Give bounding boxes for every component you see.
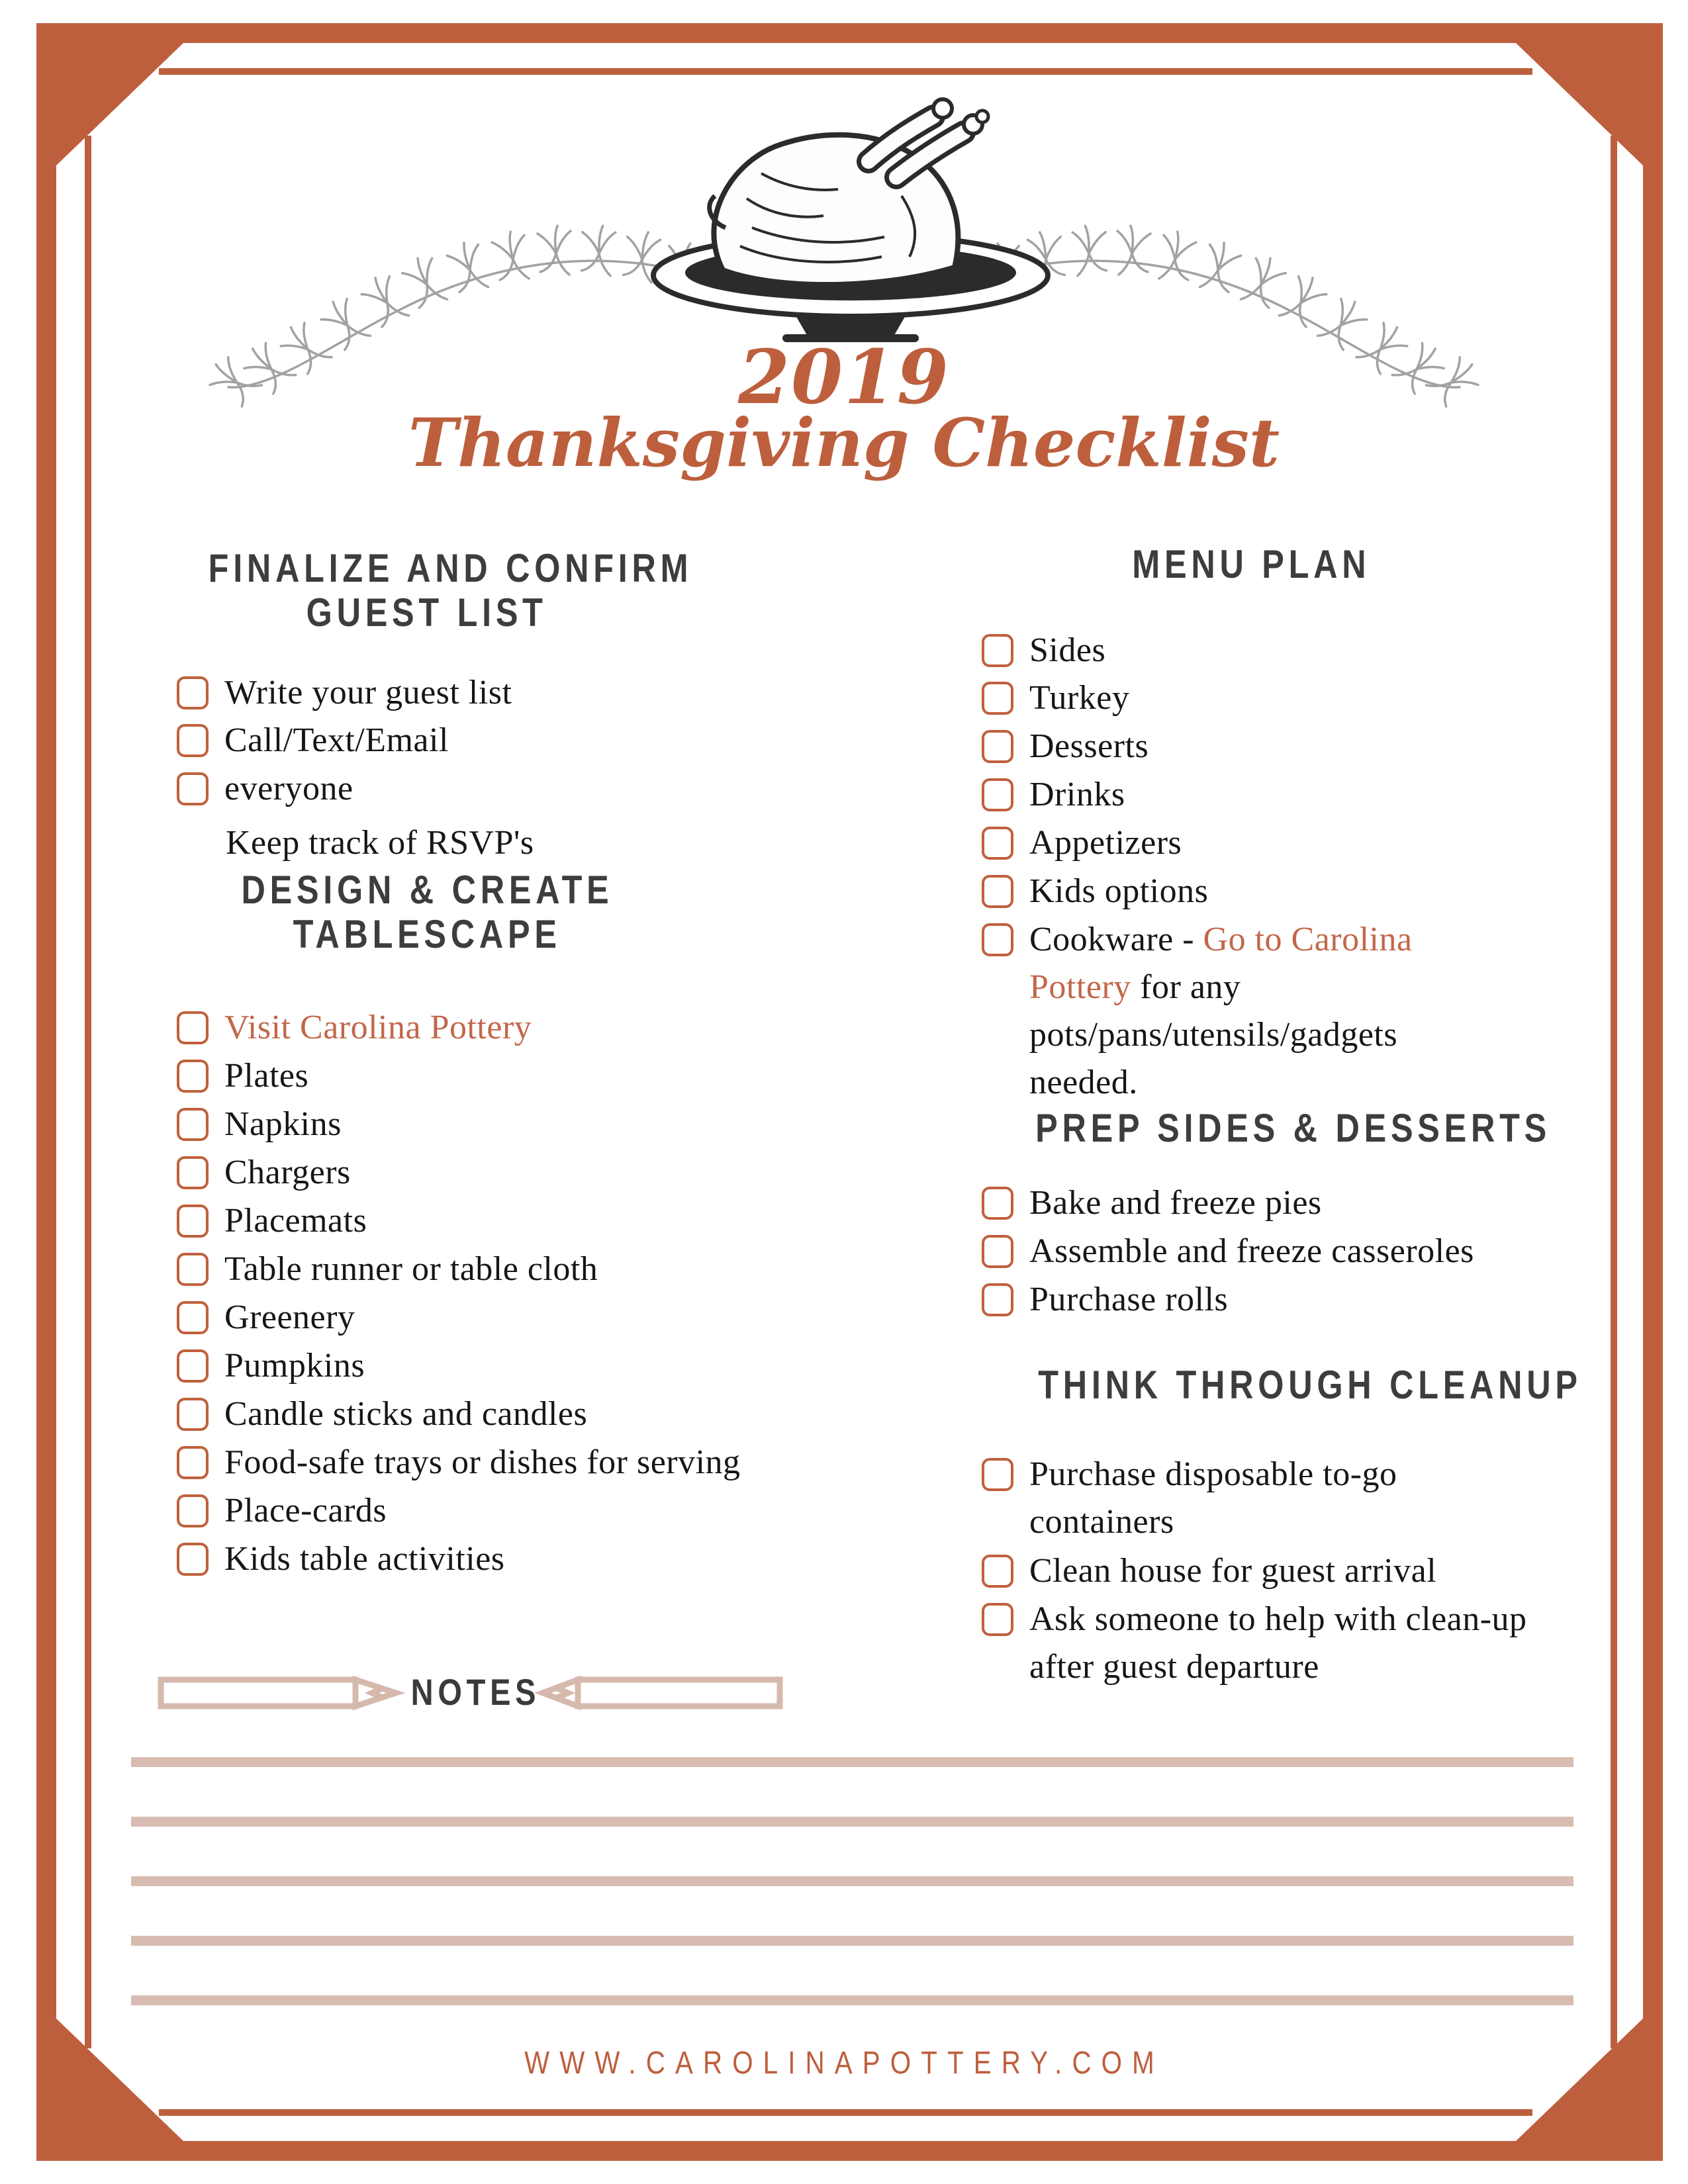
cleanup-heading: THINK THROUGH CLEANUP [1038,1363,1582,1407]
notes-line [131,1876,1573,1886]
corner-triangle-top-left [36,23,183,165]
corner-triangle-bottom-right [1516,2019,1663,2161]
guest-list-heading-line2: GUEST LIST [306,590,548,635]
item-checkbox[interactable] [177,1446,209,1479]
notes-line [131,1757,1573,1767]
prep-heading: PREP SIDES & DESSERTS [1035,1106,1551,1150]
notes-lines [131,1757,1573,2005]
checklist-item-appetizers: Appetizers [982,827,1182,867]
corner-triangle-top-right [1516,23,1663,165]
item-checkbox[interactable] [982,1187,1013,1220]
item-checkbox[interactable] [982,1555,1013,1588]
item-checkbox[interactable] [982,730,1013,763]
notes-line [131,1817,1573,1827]
cookware-text: Cookware - [1029,921,1203,958]
checklist-item-candles: Candle sticks and candles [177,1398,587,1438]
checklist-item-table-runner: Table runner or table cloth [177,1253,598,1293]
rsvp-note: Keep track of RSVP's [226,824,534,862]
checklist-item-kids-options: Kids options [982,875,1208,915]
checklist-item-food-safe-trays: Food-safe trays or dishes for serving [177,1446,741,1486]
checklist-item-bake-freeze-pies: Bake and freeze pies [982,1187,1322,1227]
page-title: Thanksgiving Checklist [408,404,1280,482]
item-checkbox[interactable] [982,1458,1013,1491]
notes-label: NOTES [410,1671,541,1713]
item-checkbox[interactable] [177,1205,209,1238]
visit-carolina-pottery-link[interactable]: Visit Carolina Pottery [224,1009,532,1046]
item-checkbox[interactable] [177,1060,209,1093]
item-checkbox[interactable] [982,827,1013,860]
item-checkbox[interactable] [177,1494,209,1527]
checklist-item-drinks: Drinks [982,778,1125,819]
footer-url[interactable]: WWW.CAROLINAPOTTERY.COM [524,2046,1164,2081]
checklist-item-place-cards: Place-cards [177,1494,387,1535]
item-checkbox[interactable] [982,1283,1013,1316]
checklist-item-pumpkins: Pumpkins [177,1349,365,1390]
item-checkbox[interactable] [982,778,1013,811]
item-checkbox[interactable] [177,1108,209,1141]
checklist-item-sides: Sides [982,634,1105,674]
item-checkbox[interactable] [177,1301,209,1334]
item-checkbox[interactable] [177,1011,209,1044]
turkey-on-platter-illustration [653,99,1048,342]
notes-line [131,1995,1573,2005]
checklist-item-visit-carolina-pottery [177,1011,532,1052]
guest-list-heading-line1: FINALIZE AND CONFIRM [208,546,693,590]
item-checkbox[interactable] [982,875,1013,908]
checklist-item-kids-table-activities: Kids table activities [177,1543,505,1583]
checklist-item-placemats: Placemats [177,1205,367,1245]
item-checkbox[interactable] [982,1603,1013,1636]
item-checkbox[interactable] [177,724,209,757]
title-year: 2019 [738,334,950,421]
item-checkbox[interactable] [177,1253,209,1286]
checklist-item-plates: Plates [177,1060,308,1100]
checklist-item-cookware [982,923,1466,1107]
checklist-item-write-guest-list: Write your guest list [177,676,512,717]
tablescape-heading-line2: TABLESCAPE [293,912,561,956]
item-checkbox[interactable] [177,1349,209,1383]
checklist-item-everyone: everyone [177,772,353,813]
notes-line [131,1936,1573,1946]
checklist-item-clean-house: Clean house for guest arrival [982,1555,1436,1595]
tablescape-heading-line1: DESIGN & CREATE [241,868,613,912]
item-checkbox[interactable] [982,1235,1013,1268]
checklist-item-assemble-casseroles: Assemble and freeze casseroles [982,1235,1474,1275]
checklist-item-cleanup-help: Ask someone to help with clean-up after guest departure [982,1603,1559,1691]
go-to-carolina-pottery-link[interactable]: Go to Carolina Pottery [1029,921,1413,1006]
item-checkbox[interactable] [177,676,209,709]
checklist-item-call-text-email: Call/Text/Email [177,724,449,764]
item-checkbox[interactable] [177,1398,209,1431]
checklist-item-desserts: Desserts [982,730,1149,770]
checklist-item-napkins: Napkins [177,1108,342,1148]
item-checkbox[interactable] [982,923,1013,956]
checklist-item-chargers: Chargers [177,1156,351,1197]
item-checkbox[interactable] [177,1543,209,1576]
corner-triangle-bottom-left [36,2019,183,2161]
checklist-item-greenery: Greenery [177,1301,355,1342]
checklist-item-purchase-rolls: Purchase rolls [982,1283,1228,1324]
menu-plan-heading: MENU PLAN [1131,542,1371,586]
item-checkbox[interactable] [177,1156,209,1189]
item-checkbox[interactable] [982,634,1013,667]
pencil-left-icon [161,1680,396,1706]
checklist-item-togo-containers: Purchase disposable to-go containers [982,1458,1453,1546]
item-checkbox[interactable] [982,682,1013,715]
checklist-item-turkey: Turkey [982,682,1129,722]
cookware-text-suffix: for any pots/pans/utensils/gadgets needed. [1029,968,1398,1101]
item-checkbox[interactable] [177,772,209,805]
pencil-right-icon [543,1680,780,1706]
